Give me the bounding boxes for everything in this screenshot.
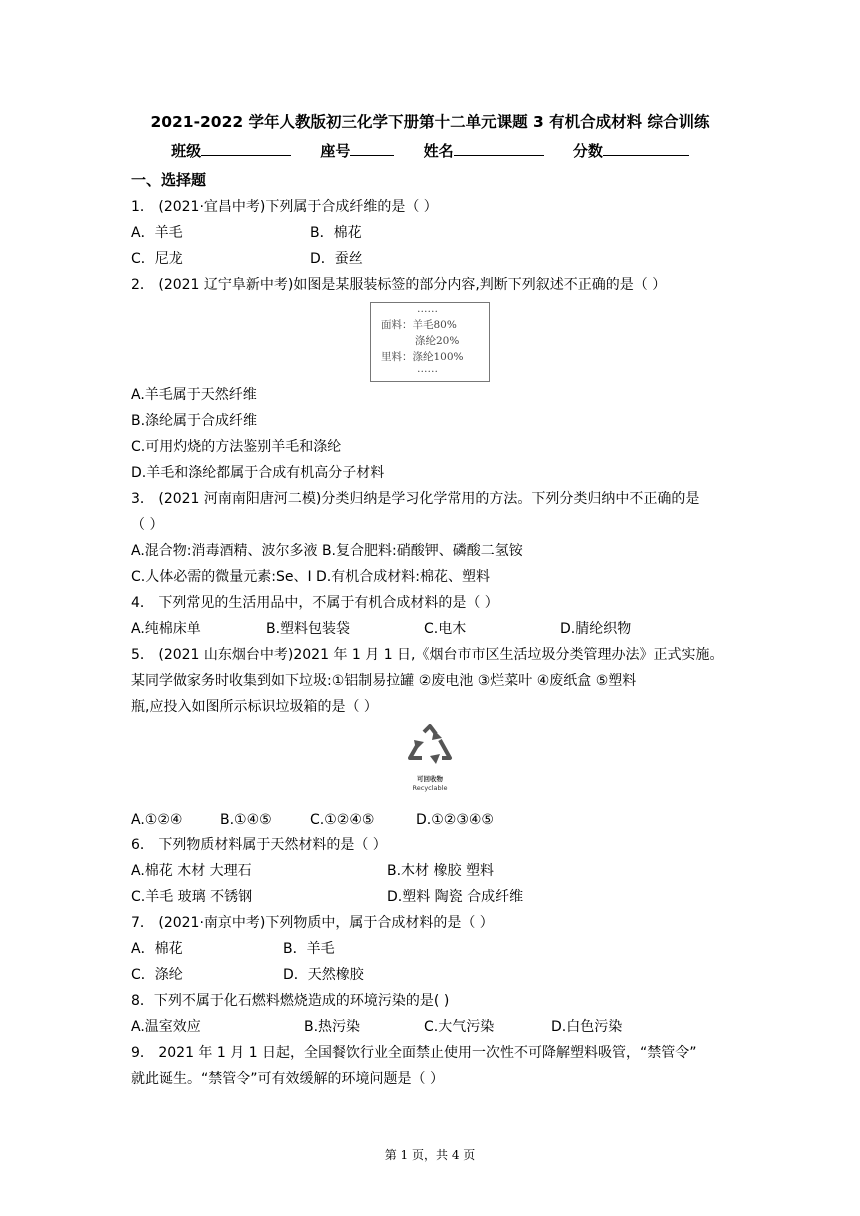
q5-option-d: D.①②③④⑤ [416, 812, 494, 828]
question-3-stem: 3． (2021 河南南阳唐河二模)分类归纳是学习化学常用的方法。下列分类归纳中不正确的是 [131, 491, 700, 507]
sign-caption-en: Recyclable [412, 784, 448, 792]
recycle-icon [404, 724, 456, 772]
question-7-stem: 7． (2021·南京中考)下列物质中，属于合成材料的是（ ） [131, 915, 494, 931]
q2-option-a: A.羊毛属于天然纤维 [131, 387, 257, 403]
q3-options-cd: C.人体必需的微量元素:Se、I D.有机合成材料:棉花、塑料 [131, 569, 490, 585]
question-9-stem-cont: 就此诞生。“禁管令”可有效缓解的环境问题是（ ） [131, 1071, 444, 1087]
score-blank[interactable] [603, 140, 689, 156]
question-2-stem: 2． (2021 辽宁阜新中考)如图是某服装标签的部分内容,判断下列叙述不正确的是（ ） [131, 277, 667, 293]
q8-option-a: A.温室效应 [131, 1019, 201, 1035]
question-5-stem-cont: 某同学做家务时收集到如下垃圾:①铝制易拉罐 ②废电池 ③烂菜叶 ④废纸盒 ⑤塑料 [131, 673, 637, 689]
question-8-stem: 8．下列不属于化石燃料燃烧造成的环境污染的是( ) [131, 993, 450, 1009]
q8-option-b: B.热污染 [304, 1019, 361, 1035]
question-4-stem: 4． 下列常见的生活用品中，不属于有机合成材料的是（ ） [131, 595, 499, 611]
score-field [573, 140, 689, 161]
q4-option-d: D.腈纶织物 [560, 621, 632, 637]
label-dots-bottom: …… [417, 363, 438, 375]
q2-option-c: C.可用灼烧的方法鉴别羊毛和涤纶 [131, 439, 342, 455]
q8-option-d: D.白色污染 [551, 1019, 623, 1035]
q7-option-d: D．天然橡胶 [283, 967, 364, 983]
class-label: 班级 [171, 142, 202, 160]
sign-caption-cn: 可回收物 [417, 775, 443, 783]
q1-option-d: D．蚕丝 [310, 251, 363, 267]
page-footer: 第 1 页，共 4 页 [384, 1148, 476, 1162]
q7-option-c: C．涤纶 [131, 967, 183, 983]
document-title: 2021-2022 学年人教版初三化学下册第十二单元课题 3 有机合成材料 综合训练 [150, 113, 710, 131]
class-blank[interactable] [201, 140, 291, 156]
q5-option-a: A.①②④ [131, 812, 183, 828]
q1-option-b: B．棉花 [310, 225, 362, 241]
seat-field [320, 140, 394, 161]
clothing-label-image [370, 302, 490, 382]
q4-option-b: B.塑料包装袋 [266, 621, 351, 637]
label-fabric-wool: 面料：羊毛80% [381, 319, 457, 331]
question-9-stem: 9． 2021 年 1 月 1 日起，全国餐饮行业全面禁止使用一次性不可降解塑料吸管，“禁管令” [131, 1045, 697, 1061]
q2-option-d: D.羊毛和涤纶都属于合成有机高分子材料 [131, 465, 385, 481]
q4-option-a: A.纯棉床单 [131, 621, 201, 637]
q1-option-c: C．尼龙 [131, 251, 183, 267]
q4-option-c: C.电木 [424, 621, 467, 637]
q6-option-c: C.羊毛 玻璃 不锈钢 [131, 889, 253, 905]
label-dots-top: …… [417, 303, 438, 315]
class-field [171, 140, 291, 161]
q7-option-a: A．棉花 [131, 941, 183, 957]
q3-options-ab: A.混合物:消毒酒精、波尔多液 B.复合肥料:硝酸钾、磷酸二氢铵 [131, 543, 523, 559]
seat-blank[interactable] [350, 140, 394, 156]
q5-option-b: B.①④⑤ [220, 812, 272, 828]
student-info-line [0, 140, 860, 161]
question-5-stem-end: 瓶,应投入如图所示标识垃圾箱的是（ ） [131, 699, 378, 715]
q7-option-b: B．羊毛 [283, 941, 335, 957]
q5-option-c: C.①②④⑤ [310, 812, 375, 828]
score-label: 分数 [572, 142, 603, 160]
q6-option-a: A.棉花 木材 大理石 [131, 863, 252, 879]
question-5-stem: 5． (2021 山东烟台中考)2021 年 1 月 1 日,《烟台市市区生活垃圾分类管理办法》正式实施。 [131, 647, 724, 663]
question-3-stem-cont: （ ） [131, 517, 164, 533]
q1-option-a: A．羊毛 [131, 225, 183, 241]
section-title: 一、选择题 [131, 171, 207, 189]
q2-option-b: B.涤纶属于合成纤维 [131, 413, 258, 429]
label-lining: 里料：涤纶100% [381, 351, 464, 363]
name-blank[interactable] [454, 140, 544, 156]
q8-option-c: C.大气污染 [424, 1019, 495, 1035]
label-fabric-polyester: 涤纶20% [415, 335, 460, 347]
question-6-stem: 6． 下列物质材料属于天然材料的是（ ） [131, 837, 387, 853]
recyclable-sign [404, 724, 456, 800]
name-field [424, 140, 544, 161]
q6-option-b: B.木材 橡胶 塑料 [387, 863, 494, 879]
q6-option-d: D.塑料 陶瓷 合成纤维 [387, 889, 524, 905]
seat-label: 座号 [320, 142, 351, 160]
question-1-stem: 1． (2021·宜昌中考)下列属于合成纤维的是（ ） [131, 199, 438, 215]
name-label: 姓名 [423, 142, 454, 160]
